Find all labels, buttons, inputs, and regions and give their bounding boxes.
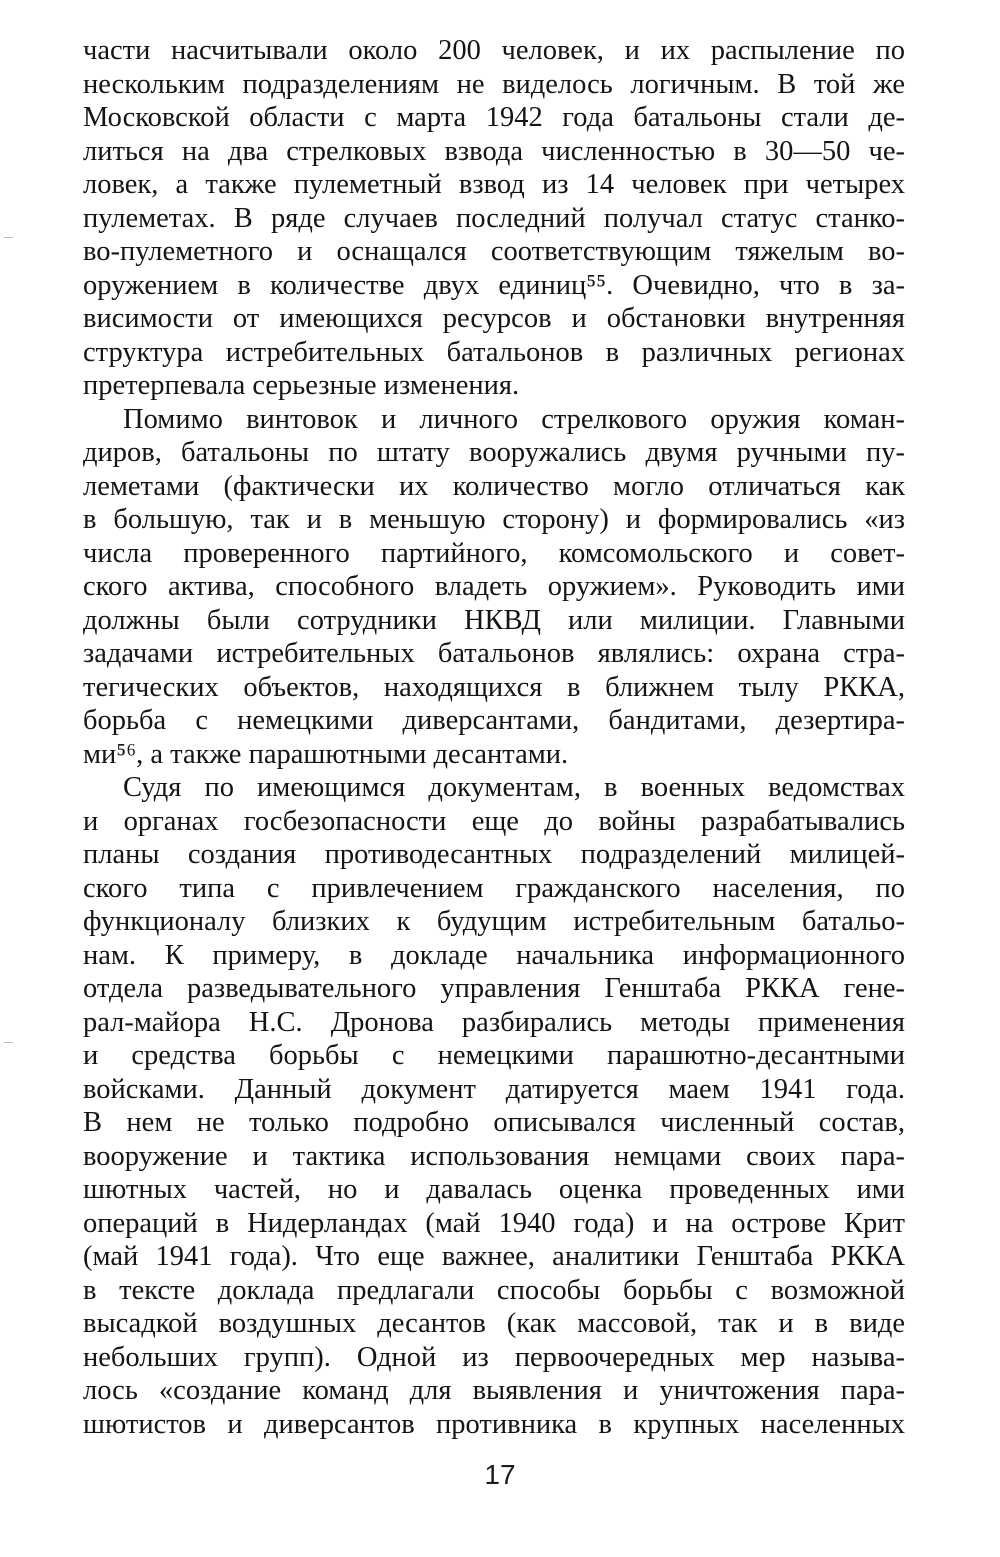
text-line: и органах госбезопасности еще до войны разрабатывались	[83, 805, 905, 837]
text-line: тегических объектов, находящихся в ближнем тылу РККА,	[83, 671, 905, 703]
text-line: в большую, так и в меньшую сторону) и формировались «из	[83, 504, 905, 535]
text-line: вооружение и тактика использования немцами своих пара-	[83, 1140, 905, 1172]
text-line: пулеметах. В ряде случаев последний получал статус станко-	[83, 202, 905, 234]
body-text	[83, 34, 905, 1441]
text-line: литься на два стрелковых взвода численностью в 30—50 че-	[83, 135, 905, 167]
text-line: отдела разведывательного управления Генштаба РККА гене-	[83, 973, 905, 1004]
paragraph-3	[83, 771, 905, 1441]
text-line: числа проверенного партийного, комсомольского и совет-	[83, 537, 905, 569]
text-line: оружением в количестве двух единиц⁵⁵. Очевидно, что в за-	[83, 269, 905, 301]
text-line: В нем не только подробно описывался численный состав,	[83, 1107, 905, 1138]
text-line: лось «создание команд для выявления и уничтожения пара-	[83, 1375, 905, 1406]
text-line: претерпевала серьезные изменения.	[83, 370, 520, 401]
text-line: (май 1941 года). Что еще важнее, аналитики Генштаба РККА	[83, 1241, 905, 1272]
text-line: ского актива, способного владеть оружием». Руководить ими	[83, 571, 905, 602]
text-line: задачами истребительных батальонов являлись: охрана стра-	[83, 638, 905, 669]
text-line: высадкой воздушных десантов (как массовой, так и в виде	[83, 1308, 905, 1339]
text-line: рал-майора Н.С. Дронова разбирались методы применения	[83, 1006, 905, 1038]
text-line: нам. К примеру, в докладе начальника информационного	[83, 939, 905, 971]
text-line: во-пулеметного и оснащался соответствующим тяжелым во-	[83, 236, 905, 267]
text-line: операций в Нидерландах (май 1940 года) и на острове Крит	[83, 1207, 905, 1239]
text-line: структура истребительных батальонов в различных регионах	[83, 336, 905, 368]
text-line: шютистов и диверсантов противника в крупных населенных	[83, 1408, 905, 1440]
text-line: шютных частей, но и давалась оценка проведенных ими	[83, 1174, 905, 1205]
text-line: ми⁵⁶, а также парашютными десантами.	[83, 738, 569, 770]
text-line: планы создания противодесантных подразделений милицей-	[83, 839, 905, 870]
text-line: висимости от имеющихся ресурсов и обстановки внутренняя	[83, 303, 905, 334]
text-line: борьба с немецкими диверсантами, бандитами, дезертира-	[83, 705, 905, 736]
text-line: в тексте доклада предлагали способы борьбы с возможной	[83, 1274, 905, 1306]
page-number: 17	[484, 1459, 516, 1490]
scan-speck	[4, 1042, 13, 1043]
text-line: нескольким подразделениям не виделось логичным. В той же	[83, 68, 905, 100]
scan-speck	[4, 237, 13, 238]
paragraph-1	[83, 34, 905, 403]
text-line: и средства борьбы с немецкими парашютно-десантными	[83, 1040, 905, 1071]
text-line: Судя по имеющимся документам, в военных ведомствах	[123, 772, 905, 803]
text-line: функционалу близких к будущим истребительным батальо-	[83, 906, 905, 937]
text-line: Помимо винтовок и личного стрелкового оружия коман-	[123, 403, 905, 435]
text-line: Московской области с марта 1942 года батальоны стали де-	[83, 102, 905, 133]
text-line: войсками. Данный документ датируется маем 1941 года.	[83, 1073, 905, 1105]
text-line: леметами (фактически их количество могло отличаться как	[83, 470, 905, 502]
paragraph-2	[83, 403, 905, 772]
text-line: части насчитывали около 200 человек, и их распыление по	[83, 35, 905, 66]
text-line: небольших групп). Одной из первоочередных мер называ-	[83, 1341, 905, 1373]
text-line: должны были сотрудники НКВД или милиции. Главными	[83, 604, 905, 636]
text-line: диров, батальоны по штату вооружались двумя ручными пу-	[83, 437, 905, 468]
text-line: ловек, а также пулеметный взвод из 14 человек при четырех	[83, 169, 905, 200]
text-line: ского типа с привлечением гражданского населения, по	[83, 872, 905, 904]
